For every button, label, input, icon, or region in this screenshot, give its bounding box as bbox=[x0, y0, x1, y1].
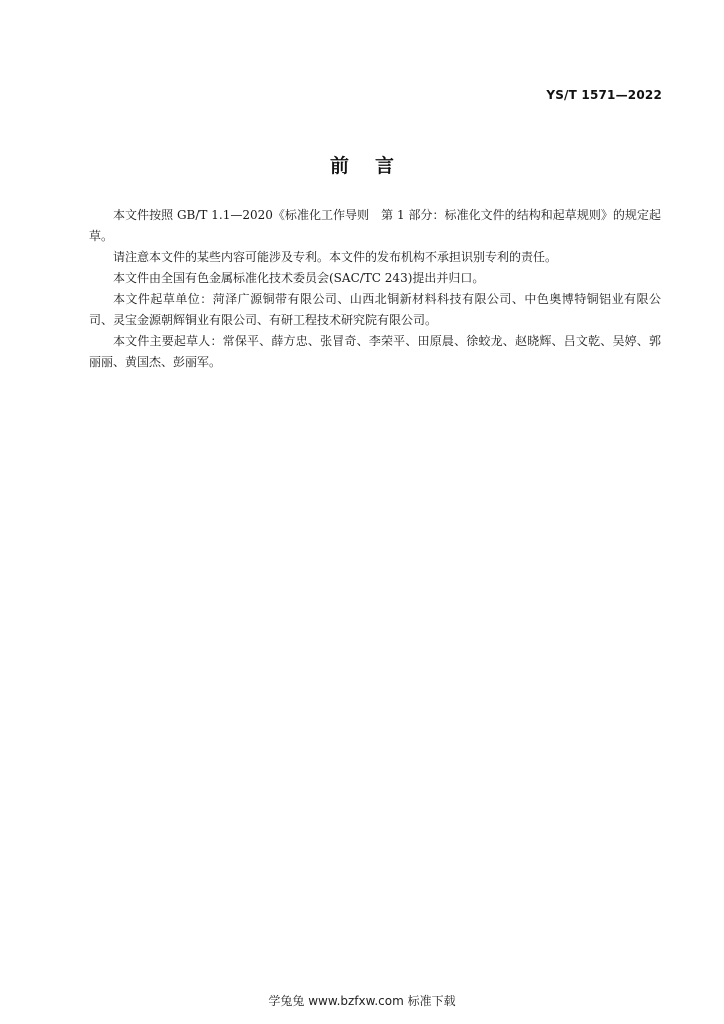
paragraph-drafting-units: 本文件起草单位：菏泽广源铜带有限公司、山西北铜新材料科技有限公司、中色奥博特铜铝业有限公司、灵宝金源朝辉铜业有限公司、有研工程技术研究院有限公司。 bbox=[89, 292, 661, 327]
page-title: 前言 bbox=[329, 155, 420, 177]
foreword-body bbox=[89, 205, 661, 373]
paragraph-patent-notice: 请注意本文件的某些内容可能涉及专利。本文件的发布机构不承担识别专利的责任。 bbox=[113, 250, 558, 264]
standard-number: YS/T 1571—2022 bbox=[546, 88, 662, 102]
footer-watermark: 学兔兔 www.bzfxw.com 标准下载 bbox=[268, 994, 456, 1008]
paragraph-proposer: 本文件由全国有色金属标准化技术委员会(SAC/TC 243)提出并归口。 bbox=[113, 271, 485, 285]
paragraph-drafters: 本文件主要起草人：常保平、薛方忠、张冒奇、李荣平、田原晨、徐蛟龙、赵晓辉、吕文乾、吴婷、郭丽丽、黄国杰、彭丽军。 bbox=[89, 334, 661, 369]
paragraph-drafting-rules: 本文件按照 GB/T 1.1—2020《标准化工作导则 第 1 部分：标准化文件的结构和起草规则》的规定起草。 bbox=[89, 208, 661, 243]
